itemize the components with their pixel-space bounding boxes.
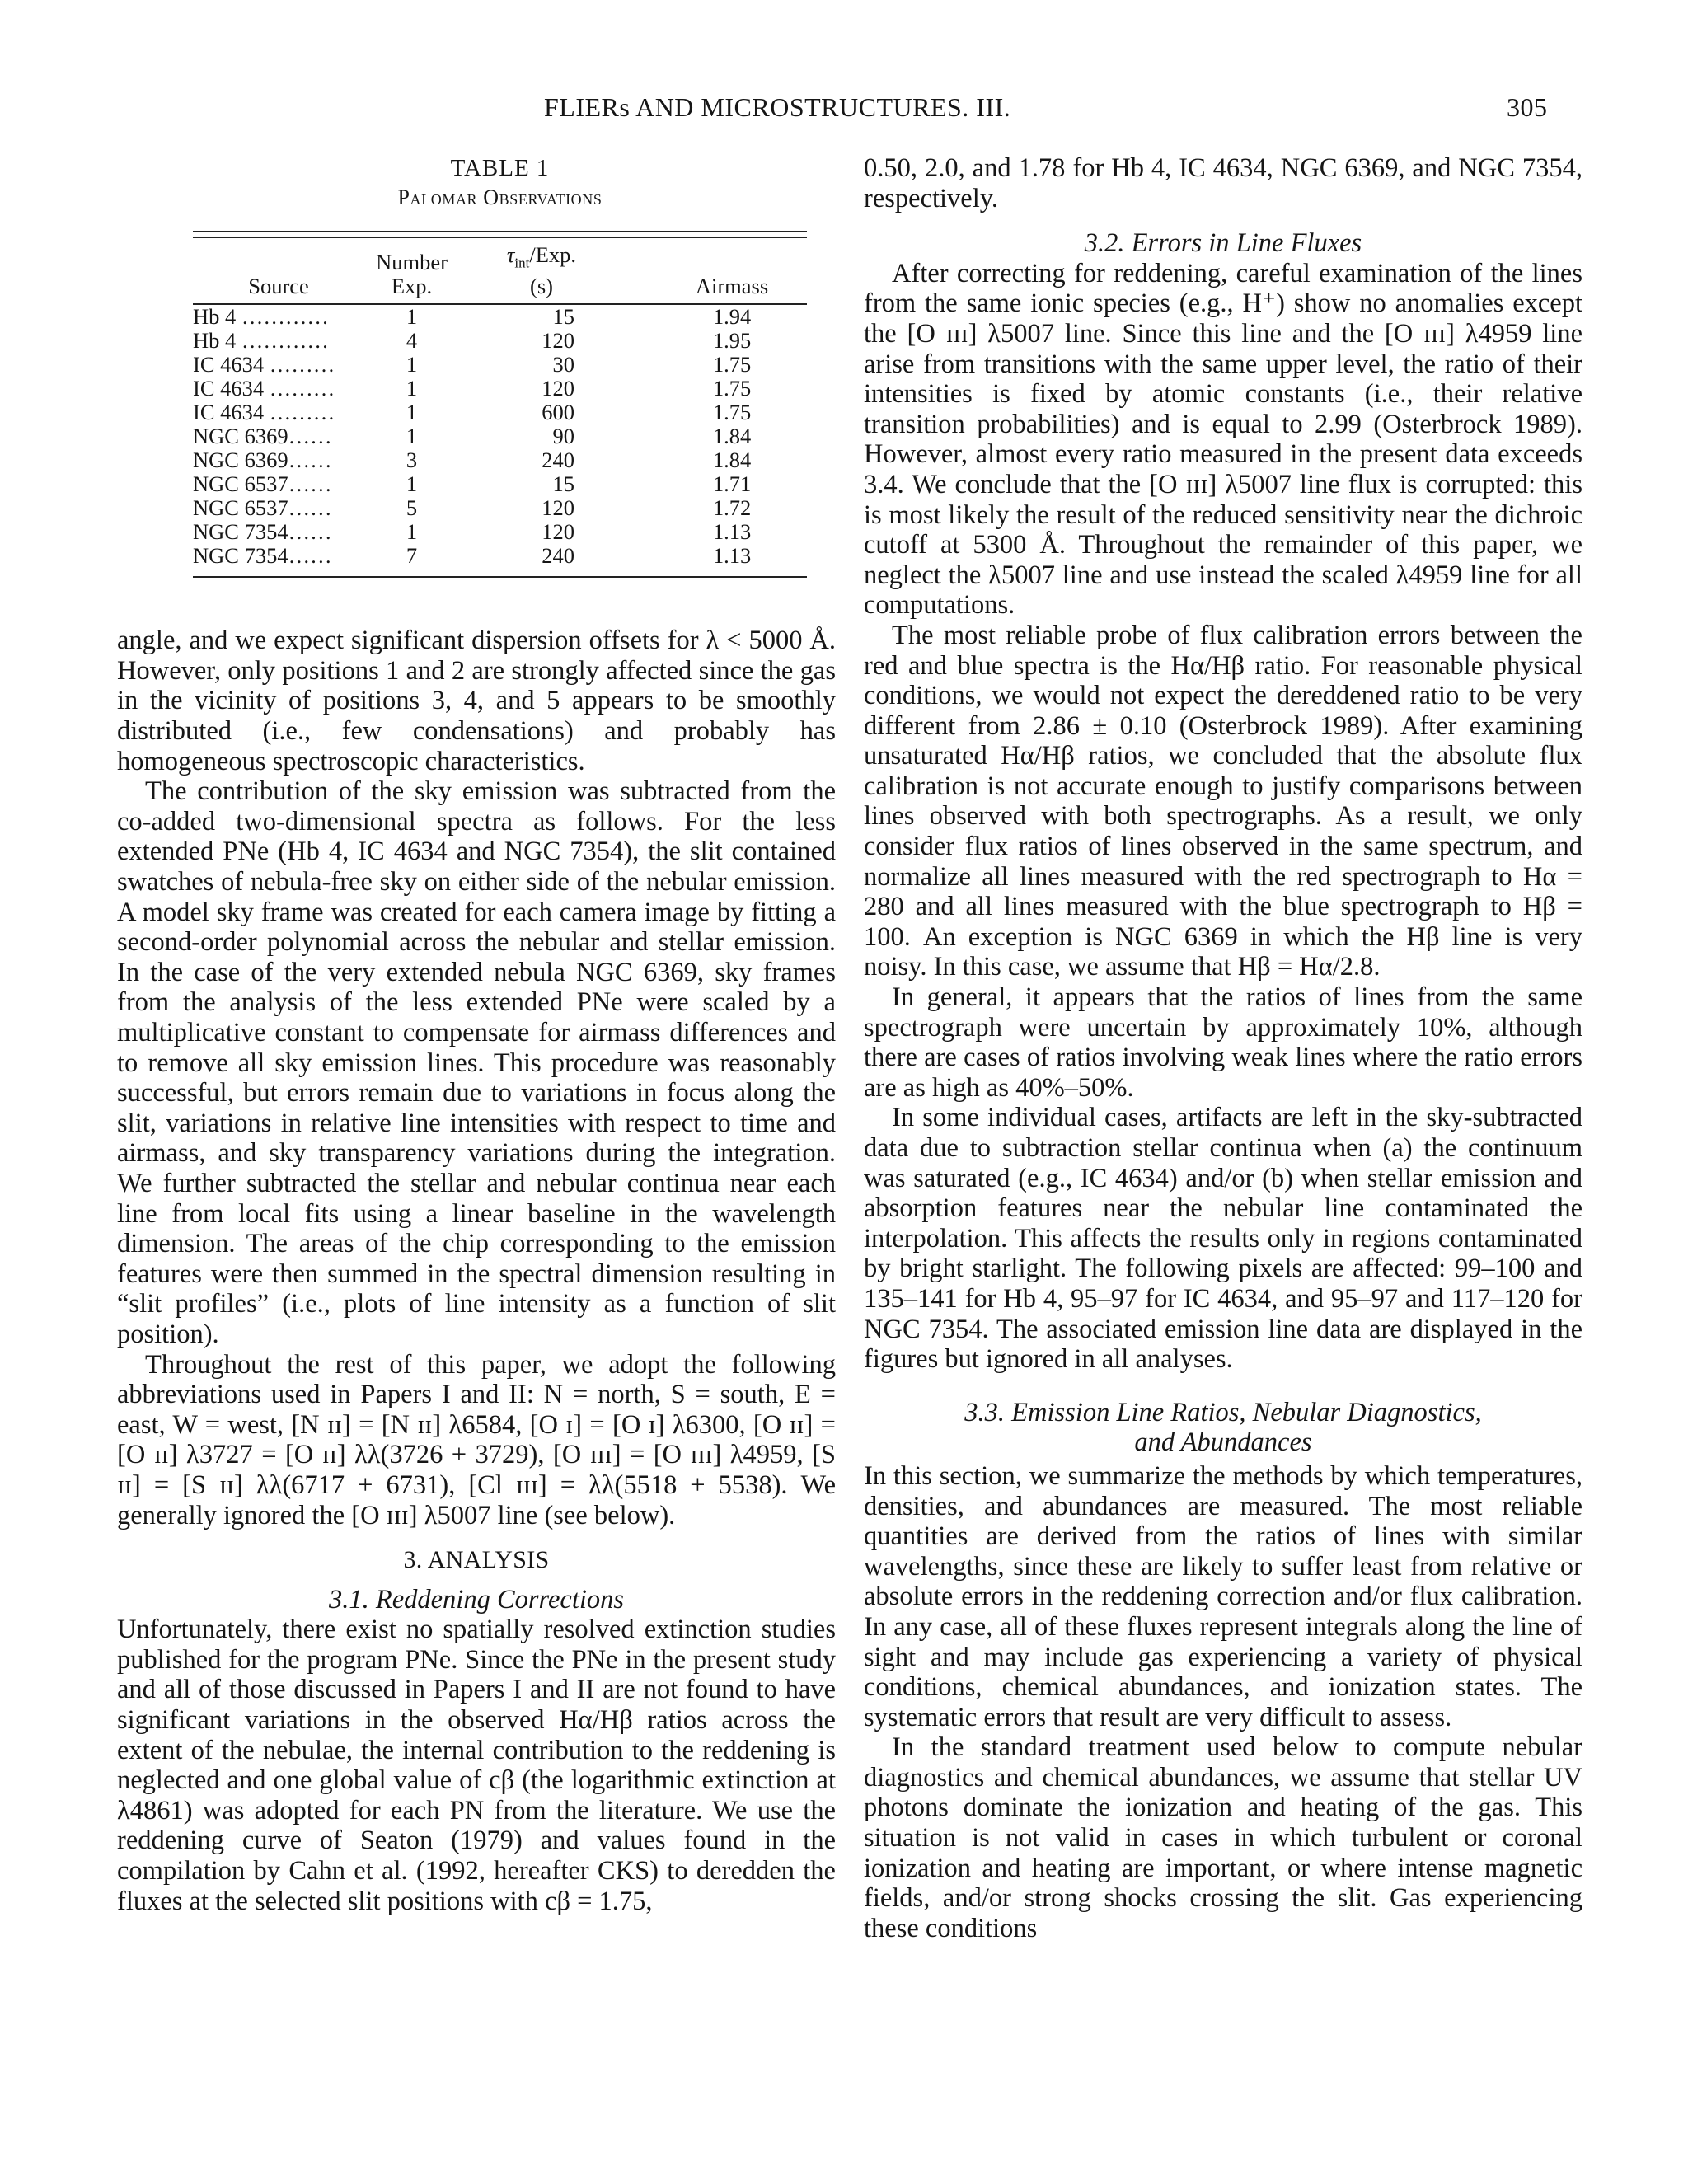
- paragraph: In this section, we summarize the methods by which temperatures, densities, and abundances are measured. The most reliable quantities are derived from the ratios of lines with similar wavelengths, since these are likely to suffer least from relative or absolute errors in the reddening correction and/or flux calibration. In any case, all of these fluxes represent integrals along the line of sight and may include gas experiencing a variety of physical conditions, chemical abundances, and ionization states. The systematic errors that result are very difficult to assess.: [864, 1460, 1582, 1732]
- left-column: [117, 153, 836, 1916]
- paragraph: Throughout the rest of this paper, we adopt the following abbreviations used in Papers I and II: N = north, S = south, E = east, W = west, [N ɪɪ] = [N ɪɪ] λ6584, [O ɪ] = [O ɪ] λ6300, [O ɪɪ] = [O ɪɪ] λ3727 = [O ɪɪ] λλ(3726 + 3729), [O ɪɪɪ] = [O ɪɪɪ] λ4959, [S ɪɪ] = [S ɪɪ] λλ(6717 + 6731), [Cl ɪɪɪ] = λλ(5518 + 5538). We generally ignored the [O ɪɪɪ] λ5007 line (see below).: [117, 1349, 836, 1530]
- table-header-row: [193, 238, 807, 303]
- table-row: NGC 6369…… 3 240 1.84: [193, 448, 752, 473]
- col-header-airmass: Airmass: [695, 274, 769, 299]
- paragraph: Unfortunately, there exist no spatially resolved extinction studies published for the program PNe. Since the PNe in the present study and all of those discussed in Papers I and II are not found to have significant variations in the observed Hα/Hβ ratios across the extent of the nebulae, the internal contribution to the reddening is neglected and one global value of cβ (the logarithmic extinction at λ4861) was adopted for each PN from the literature. We use the reddening curve of Seaton (1979) and values found in the compilation by Cahn et al. (1992, hereafter CKS) to deredden the fluxes at the selected slit positions with cβ = 1.75,: [117, 1615, 836, 1916]
- table-label: TABLE 1: [450, 155, 550, 181]
- running-title: FLIERs AND MICROSTRUCTURES. III.: [544, 92, 1011, 122]
- page-number: 305: [1507, 92, 1548, 122]
- paragraph: The most reliable probe of flux calibration errors between the red and blue spectra is the Hα/Hβ ratio. For reasonable physical conditions, we would not expect the dereddened ratio to be very different from 2.86 ± 0.10 (Osterbrock 1989). After examining unsaturated Hα/Hβ ratios, we concluded that the absolute flux calibration is not accurate enough to justify comparisons between lines observed with both spectrographs. As a result, we only consider flux ratios of lines observed in the same spectrum, and normalize all lines measured with the red spectrograph to Hα = 280 and all lines measured with the blue spectrograph to Hβ = 100. An exception is NGC 6369 in which the Hβ line is very noisy. In this case, we assume that Hβ = Hα/2.8.: [864, 620, 1582, 982]
- col-header-tint: $\tau_{int}$/Exp. (s): [506, 242, 577, 299]
- running-head: [0, 92, 1688, 134]
- right-column: [864, 153, 1582, 1943]
- paragraph: In the standard treatment used below to compute nebular diagnostics and chemical abundances, we assume that stellar UV photons dominate the ionization and heating of the gas. This situation is not valid in cases in which turbulent or coronal ionization and heating are important, or where intense magnetic fields, and/or strong shocks crossing the slit. Gas experiencing these conditions: [864, 1732, 1582, 1943]
- table-row: NGC 6537…… 5 120 1.72: [193, 495, 752, 521]
- paragraph: In general, it appears that the ratios of lines from the same spectrograph were uncertain by approximately 10%, although there are cases of ratios involving weak lines where the ratio errors are as high as 40%–50%.: [864, 982, 1582, 1103]
- section-heading: 3. ANALYSIS: [403, 1546, 550, 1574]
- paragraph: angle, and we expect significant dispersion offsets for λ < 5000 Å. However, only positions 1 and 2 are strongly affected since the gas in the vicinity of positions 3, 4, and 5 appears to be smoothly distributed (i.e., few condensations) and probably has homogeneous spectroscopic characteristics.: [117, 626, 836, 776]
- table-row: NGC 6537…… 1 15 1.71: [193, 471, 752, 497]
- table-1: [193, 153, 807, 578]
- col-header-source: Source: [248, 274, 309, 299]
- paragraph: After correcting for reddening, careful examination of the lines from the same ionic species (e.g., H⁺) show no anomalies except the [O ɪɪɪ] λ5007 line. Since this line and the [O ɪɪɪ] λ4959 line arise from transitions with the same upper level, the ratio of their intensities is fixed by atomic constants (i.e., their relative transition probabilities) and is equal to 2.99 (Osterbrock 1989). However, almost every ratio measured in the present data exceeds 3.4. We conclude that the [O ɪɪɪ] λ5007 line flux is corrupted: this is most likely the result of the reduced sensitivity near the dichroic cutoff at 5300 Å. Throughout the remainder of this paper, we neglect the λ5007 line and use instead the scaled λ4959 line for all computations.: [864, 258, 1582, 621]
- table-row: NGC 7354…… 1 120 1.13: [193, 519, 752, 545]
- table-row: Hb 4 ………… 1 15 1.94: [193, 304, 752, 330]
- col-header-number-exp: Number Exp.: [376, 250, 448, 299]
- table-row: IC 4634 ……… 1 30 1.75: [193, 352, 752, 377]
- table-row: NGC 7354…… 7 240 1.13: [193, 543, 752, 569]
- table-row: IC 4634 ……… 1 120 1.75: [193, 376, 752, 401]
- paragraph: 0.50, 2.0, and 1.78 for Hb 4, IC 4634, NGC 6369, and NGC 7354, respectively.: [864, 153, 1582, 213]
- table-top-rule: [193, 231, 807, 238]
- paragraph: The contribution of the sky emission was subtracted from the co-added two-dimensional spectra as follows. For the less extended PNe (Hb 4, IC 4634 and NGC 7354), the slit contained swatches of nebula-free sky on either side of the nebular emission. A model sky frame was created for each camera image by fitting a second-order polynomial across the nebular and stellar emission. In the case of the very extended nebula NGC 6369, sky frames from the analysis of the less extended PNe were scaled by a multiplicative constant to compensate for airmass differences and to remove all sky emission lines. This procedure was reasonably successful, but errors remain due to variations in focus along the slit, variations in relative line intensities with respect to time and airmass, and sky transparency variations during the integration. We further subtracted the stellar and nebular continua near each line from local fits using a linear baseline in the wavelength dimension. The areas of the chip corresponding to the emission features were then summed in the spectral dimension resulting in “slit profiles” (i.e., plots of line intensity as a function of slit position).: [117, 776, 836, 1349]
- subsection-heading: 3.3. Emission Line Ratios, Nebular Diagnostics, and Abundances: [964, 1397, 1482, 1458]
- table-row: IC 4634 ……… 1 600 1.75: [193, 400, 752, 425]
- table-row: Hb 4 ………… 4 120 1.95: [193, 328, 752, 354]
- observations-table: [193, 238, 807, 576]
- table-title: Palomar Observations: [397, 185, 603, 209]
- table-row: NGC 6369…… 1 90 1.84: [193, 424, 752, 449]
- subsection-heading: 3.2. Errors in Line Fluxes: [1084, 228, 1362, 259]
- subsection-heading: 3.1. Reddening Corrections: [328, 1584, 625, 1615]
- paragraph: In some individual cases, artifacts are left in the sky-subtracted data due to subtraction stellar continua when (a) the continuum was saturated (e.g., IC 4634) and/or (b) when stellar emission and absorption features near the nebular line contaminated the interpolation. This affects the results only in regions contaminated by bright starlight. The following pixels are affected: 99–100 and 135–141 for Hb 4, 95–97 for IC 4634, and 95–97 and 117–120 for NGC 7354. The associated emission line data are displayed in the figures but ignored in all analyses.: [864, 1103, 1582, 1375]
